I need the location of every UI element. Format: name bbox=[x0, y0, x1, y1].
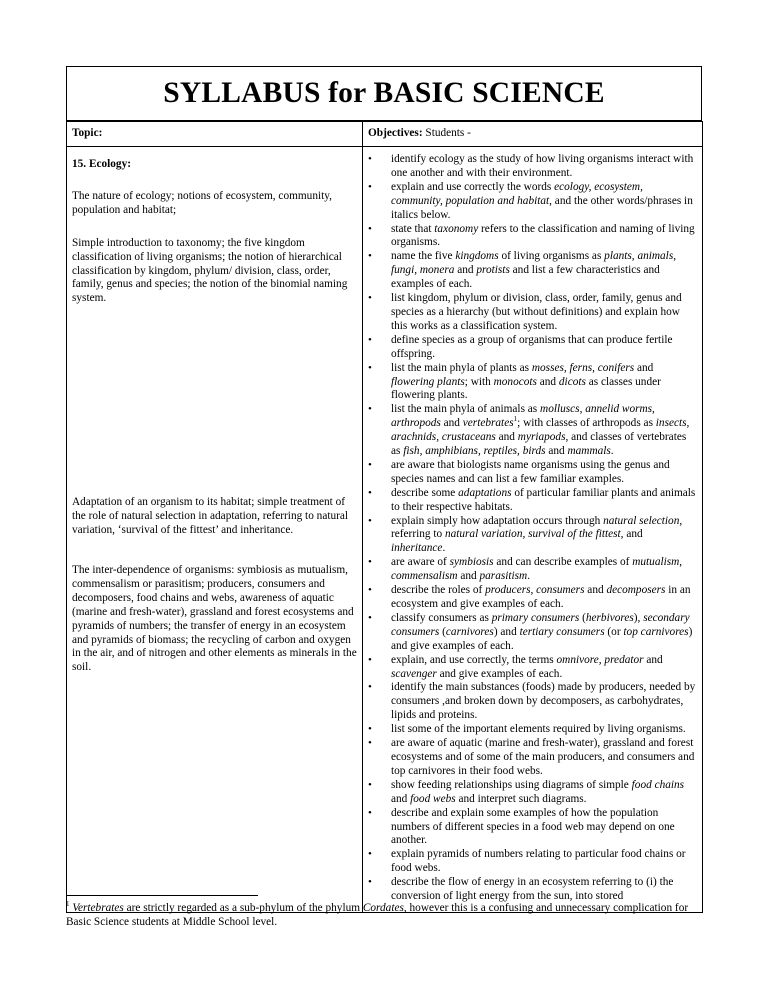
topic-heading: 15. Ecology: bbox=[72, 158, 131, 170]
objective-text: , referring to bbox=[391, 514, 683, 541]
topic-paragraph-1: The nature of ecology; notions of ecosystem, community, population and habitat; bbox=[72, 189, 332, 216]
topic-cell bbox=[67, 147, 363, 913]
objectives-label: Objectives: bbox=[368, 127, 423, 140]
footnote-text: are strictly regarded as a sub-phylum of the phylum bbox=[123, 902, 363, 914]
italic-term: food webs bbox=[410, 792, 456, 805]
objective-item bbox=[368, 403, 697, 459]
objective-text: list some of the important elements required by living organisms. bbox=[391, 723, 686, 736]
objective-item bbox=[368, 779, 697, 807]
italic-term: natural variation, survival of the fittest, bbox=[444, 528, 624, 541]
italic-term: adaptations bbox=[458, 486, 512, 499]
objective-item bbox=[368, 612, 697, 654]
italic-term: insects, arachnids, crustaceans bbox=[391, 417, 690, 444]
objective-text: explain simply how adaptation occurs through bbox=[391, 514, 604, 527]
objective-text: ) and bbox=[493, 625, 520, 638]
objective-item bbox=[368, 153, 697, 181]
italic-term: food chains bbox=[631, 778, 685, 791]
objective-text: and bbox=[545, 445, 568, 458]
table-body-row bbox=[67, 147, 703, 913]
objective-text: , and the other words/phrases in italics below. bbox=[391, 194, 693, 221]
objective-text: and bbox=[536, 375, 559, 388]
italic-term: Vertebrates bbox=[72, 902, 124, 914]
italic-term: mammals bbox=[567, 445, 611, 458]
objective-text: describe and explain some examples of how the population numbers of different species in a food web may depend on one another. bbox=[391, 806, 675, 847]
syllabus-table bbox=[66, 121, 703, 913]
objective-item bbox=[368, 459, 697, 487]
objective-text: and bbox=[623, 528, 643, 541]
objective-item bbox=[368, 334, 697, 362]
italic-term: producers, consumers bbox=[485, 584, 585, 597]
objective-text: define species as a group of organisms that can produce fertile offspring. bbox=[391, 333, 673, 360]
objective-text: ) and give examples of each. bbox=[391, 625, 693, 652]
objectives-cell bbox=[363, 147, 703, 913]
objective-item bbox=[368, 848, 697, 876]
table-header-row bbox=[67, 122, 703, 147]
italic-term: kingdoms bbox=[455, 250, 499, 263]
italic-term: commensalism bbox=[391, 570, 458, 583]
objective-item bbox=[368, 654, 697, 682]
objective-item bbox=[368, 223, 697, 251]
objective-text: , and classes of vertebrates as bbox=[391, 431, 687, 458]
italic-term: primary consumers bbox=[491, 611, 580, 624]
objective-text: list the main phyla of plants as bbox=[391, 361, 532, 374]
objective-item bbox=[368, 681, 697, 723]
document-title: SYLLABUS for BASIC SCIENCE bbox=[66, 66, 702, 121]
italic-term: secondary consumers bbox=[391, 611, 690, 638]
footnote-separator bbox=[66, 895, 258, 896]
objective-item bbox=[368, 737, 697, 779]
objective-text: of living organisms as bbox=[498, 250, 605, 263]
objectives-suffix: Students - bbox=[422, 127, 471, 140]
footnote-text: , however this is a confusing and unnecessary complication for Basic Science students at Middle School level. bbox=[66, 902, 689, 928]
objective-text: and bbox=[584, 584, 607, 597]
objective-text: describe the roles of bbox=[391, 584, 486, 597]
objective-item bbox=[368, 584, 697, 612]
objective-text: and interpret such diagrams. bbox=[455, 792, 587, 805]
footnote-ref: 1 bbox=[513, 415, 518, 424]
italic-term: fish, amphibians, reptiles, birds bbox=[403, 445, 546, 458]
topic-paragraph-4: The inter-dependence of organisms: symbiosis as mutualism, commensalism or parasitism; producers, consumers and decomposers, food chains and webs, awareness of aquatic (marine and fresh-water), grassland and forest ecosystems and pyramids of numbers; the transfer of energy in an ecosystem and pyramids of biomass; the recycling of carbon and oxygen in the air, and of nitrogen and other elements as minerals in the soil. bbox=[72, 564, 357, 674]
italic-term: tertiary consumers bbox=[519, 625, 605, 638]
italic-term: omnivore, predator bbox=[556, 653, 644, 666]
objective-text: explain and use correctly the words bbox=[391, 180, 555, 193]
objective-text: are aware of aquatic (marine and fresh-water), grassland and forest ecosystems and of some of the main producers, and consumers and top carnivores in their food webs. bbox=[391, 737, 695, 777]
italic-term: vertebrates bbox=[462, 417, 514, 430]
objective-text: ; with bbox=[464, 375, 494, 388]
italic-term: flowering plants bbox=[391, 375, 465, 388]
objective-text: refers to the classification and naming of living organisms. bbox=[391, 222, 695, 249]
italic-term: parasitism bbox=[479, 570, 528, 583]
objective-text: and bbox=[391, 792, 411, 805]
objective-text: and bbox=[643, 653, 663, 666]
topic-label: Topic: bbox=[72, 127, 103, 140]
italic-term: monocots bbox=[493, 375, 537, 388]
objective-text: and bbox=[440, 417, 463, 430]
objective-text: and bbox=[454, 264, 477, 277]
objective-item bbox=[368, 362, 697, 404]
objective-text: ( bbox=[579, 611, 586, 624]
italic-term: inheritance bbox=[391, 542, 443, 555]
italic-term: top carnivores bbox=[623, 625, 689, 638]
objective-text: and can describe examples of bbox=[493, 556, 633, 569]
italic-term: carnivores bbox=[445, 625, 494, 638]
objectives-header bbox=[363, 122, 703, 147]
objective-text: and bbox=[457, 570, 480, 583]
italic-term: molluscs, annelid worms, arthropods bbox=[391, 403, 655, 430]
objective-item bbox=[368, 250, 697, 292]
objective-text: name the five bbox=[391, 250, 456, 263]
objective-text: are aware that biologists name organisms using the genus and species names and can list a few familiar examples. bbox=[391, 458, 670, 485]
objective-text: identify the main substances (foods) made by producers, needed by consumers ,and broken down by decomposers, as carbohydrates, lipids and proteins. bbox=[391, 681, 696, 722]
italic-term: myriapods bbox=[517, 431, 566, 444]
syllabus-document bbox=[66, 66, 702, 913]
italic-term: Cordates bbox=[362, 902, 404, 914]
footnote-marker: 1 bbox=[66, 900, 70, 909]
footnote bbox=[66, 901, 706, 929]
objective-text: ( bbox=[439, 625, 446, 638]
objective-text: state that bbox=[391, 222, 435, 235]
objective-item bbox=[368, 487, 697, 515]
objective-text: are aware of bbox=[391, 556, 450, 569]
objective-item bbox=[368, 181, 697, 223]
objective-text: of particular familiar plants and animals to their respective habitats. bbox=[391, 486, 696, 513]
objective-item bbox=[368, 876, 697, 904]
objective-text: list kingdom, phylum or division, class, order, family, genus and species as a hierarchy (but without definitions) and explain how this works as a classification system. bbox=[391, 292, 682, 332]
italic-term: herbivores bbox=[585, 611, 634, 624]
italic-term: plants, animals, fungi, monera bbox=[391, 250, 677, 277]
objective-text: describe some bbox=[391, 486, 459, 499]
objective-text: . bbox=[527, 570, 531, 583]
objective-text: . bbox=[442, 542, 446, 555]
topic-paragraph-2: Simple introduction to taxonomy; the five kingdom classification of living organisms; the notion of hierarchical classification by kingdom, phylum/ division, class, order, family, genus and species; the notion of the binomial naming system. bbox=[72, 236, 348, 305]
objective-text: and bbox=[634, 361, 654, 374]
objective-text: explain pyramids of numbers relating to particular food chains or food webs. bbox=[391, 848, 686, 875]
objective-text: ), bbox=[633, 611, 644, 624]
objective-text: identify ecology as the study of how living organisms interact with one another and with their environment. bbox=[391, 153, 694, 179]
objective-text: , bbox=[679, 556, 683, 569]
italic-term: symbiosis bbox=[449, 556, 494, 569]
objective-item bbox=[368, 292, 697, 334]
objective-item bbox=[368, 556, 697, 584]
objective-item bbox=[368, 807, 697, 849]
objective-text: as classes under flowering plants. bbox=[391, 375, 661, 402]
italic-term: mosses, ferns, conifers bbox=[531, 361, 635, 374]
objective-text: explain, and use correctly, the terms bbox=[391, 653, 557, 666]
objective-text: describe the flow of energy in an ecosystem referring to (i) the conversion of light energy from the sun, into stored bbox=[391, 876, 674, 903]
italic-term: protists bbox=[476, 264, 510, 277]
italic-term: dicots bbox=[558, 375, 586, 388]
italic-term: mutualism bbox=[632, 556, 680, 569]
italic-term: natural selection bbox=[603, 514, 680, 527]
objective-text: and list a few characteristics and examples of each. bbox=[391, 264, 660, 291]
italic-term: ecology, ecosystem, community, population and habitat bbox=[391, 180, 643, 207]
objective-text: . bbox=[610, 445, 614, 458]
objective-text: show feeding relationships using diagrams of simple bbox=[391, 778, 632, 791]
italic-term: decomposers bbox=[606, 584, 666, 597]
objective-item bbox=[368, 723, 697, 737]
objective-text: in an ecosystem and give examples of each. bbox=[391, 584, 691, 610]
objective-text: list the main phyla of animals as bbox=[391, 403, 541, 416]
objective-text: and bbox=[495, 431, 518, 444]
italic-term: taxonomy bbox=[434, 222, 479, 235]
objective-text: classify consumers as bbox=[391, 611, 492, 624]
objective-text: ; with classes of arthropods as bbox=[517, 417, 656, 430]
topic-header bbox=[67, 122, 363, 147]
objective-item bbox=[368, 515, 697, 557]
objective-text: (or bbox=[604, 625, 624, 638]
objectives-list bbox=[368, 153, 697, 904]
objective-text: and give examples of each. bbox=[436, 667, 563, 680]
topic-paragraph-3: Adaptation of an organism to its habitat; simple treatment of the role of natural selection in adaptation, referring to natural variation, ‘survival of the fittest’ and inheritance. bbox=[72, 496, 349, 536]
italic-term: scavenger bbox=[391, 667, 437, 680]
